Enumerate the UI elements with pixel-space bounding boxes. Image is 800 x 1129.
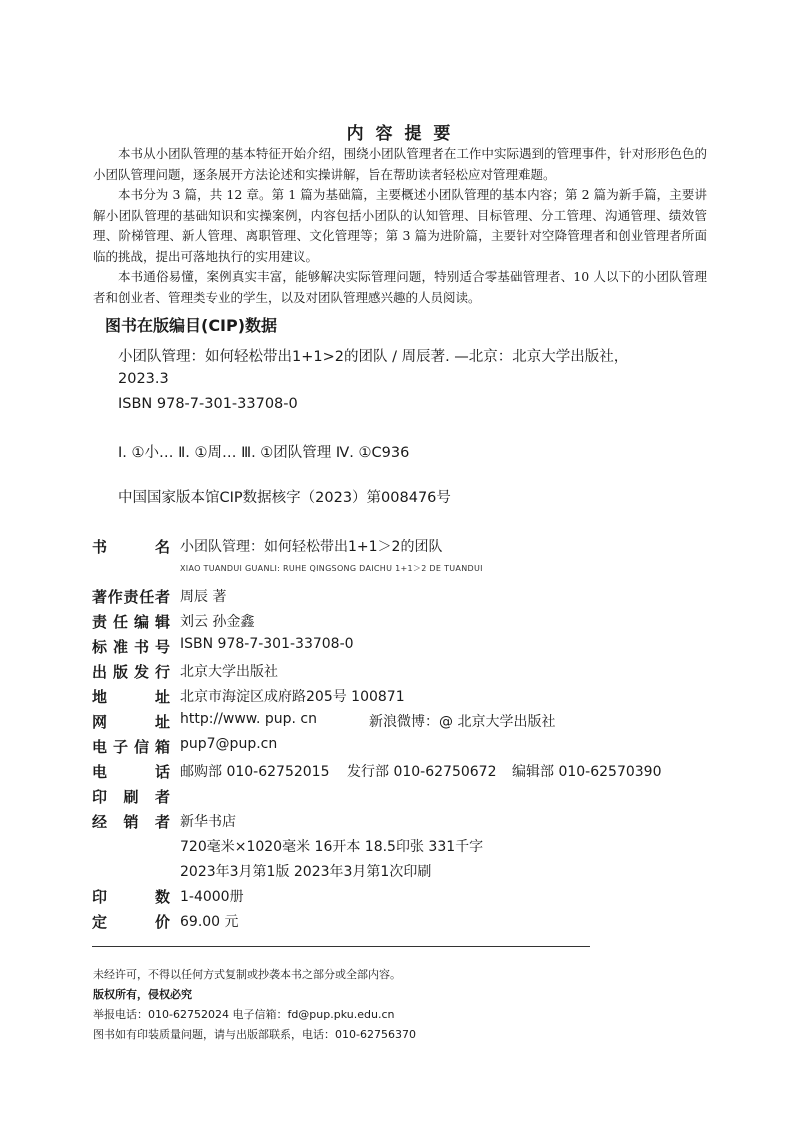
label-char: 作: [107, 588, 123, 606]
value-phone-mail-order: 邮购部 010-62752015: [180, 764, 330, 780]
label-editor: [92, 611, 170, 632]
cip-record-number: 中国国家版本馆CIP数据核字（2023）第008476号: [118, 490, 451, 506]
label-char: 出: [92, 663, 108, 681]
label-char: 销: [123, 813, 139, 831]
cip-date-line: 2023.3: [118, 371, 169, 387]
label-char: 任: [112, 613, 128, 631]
label-char: 书: [133, 638, 149, 656]
label-char: 子: [112, 738, 128, 756]
label-char: 责: [123, 588, 139, 606]
label-char: 编: [133, 613, 149, 631]
summary-paragraph-1: 本书从小团队管理的基本特征开始介绍，围绕小团队管理者在工作中实际遇到的管理事件，针对形形色色的小团队管理问题，逐条展开方法论述和实操讲解，旨在帮助读者轻松应对管理难题。: [93, 146, 707, 182]
label-website: [92, 711, 170, 732]
label-printer: [92, 786, 170, 807]
label-address: [92, 686, 170, 707]
label-char: 名: [154, 538, 170, 556]
value-book-name: 小团队管理：如何轻松带出1+1＞2的团队: [180, 539, 443, 555]
value-website: http://www. pup. cn: [180, 711, 317, 727]
footer-notice: 未经许可，不得以任何方式复制或抄袭本书之部分或全部内容。: [93, 968, 401, 981]
label-char: 任: [139, 588, 155, 606]
value-phone-editorial: 编辑部 010-62570390: [512, 764, 662, 780]
label-char: 行: [154, 663, 170, 681]
value-distributor: 新华书店: [180, 814, 236, 830]
summary-section: [93, 144, 707, 308]
label-char: 经: [92, 813, 108, 831]
cip-classification: Ⅰ. ①小… Ⅱ. ①周… Ⅲ. ①团队管理 Ⅳ. ①C936: [118, 445, 410, 461]
label-char: 发: [133, 663, 149, 681]
value-format: 720毫米×1020毫米 16开本 18.5印张 331千字: [180, 839, 484, 855]
footer-quality: 图书如有印装质量问题，请与出版部联系，电话：010-62756370: [93, 1028, 416, 1041]
value-address: 北京市海淀区成府路205号 100871: [180, 689, 405, 705]
label-char: 电: [92, 763, 108, 781]
cip-title-line: 小团队管理：如何轻松带出1+1>2的团队 / 周辰著. —北京：北京大学出版社，: [118, 349, 629, 365]
value-print-run: 1-4000册: [180, 889, 244, 905]
footer-divider: [92, 946, 590, 947]
label-char: 电: [92, 738, 108, 756]
label-author: [92, 586, 170, 607]
label-isbn: [92, 636, 170, 657]
label-char: 书: [92, 538, 108, 556]
footer-report: 举报电话：010-62752024 电子信箱：fd@pup.pku.edu.cn: [93, 1008, 395, 1021]
label-char: 定: [92, 913, 108, 931]
label-char: 责: [92, 613, 108, 631]
label-char: 者: [154, 813, 170, 831]
label-char: 标: [92, 638, 108, 656]
label-distributor: [92, 811, 170, 832]
summary-title: 内 容 提 要: [346, 124, 454, 144]
footer-rights: 版权所有，侵权必究: [93, 988, 192, 1001]
value-author: 周辰 著: [180, 589, 227, 605]
value-email: pup7@pup.cn: [180, 736, 278, 752]
label-char: 信: [133, 738, 149, 756]
label-price: [92, 911, 170, 932]
label-char: 者: [154, 788, 170, 806]
summary-paragraph-3: 本书通俗易懂，案例真实丰富，能够解决实际管理问题，特别适合零基础管理者、10 人以下的小团队管理者和创业者、管理类专业的学生，以及对团队管理感兴趣的人员阅读。: [93, 269, 707, 305]
cip-heading: 图书在版编目(CIP)数据: [105, 316, 278, 335]
value-isbn: ISBN 978-7-301-33708-0: [180, 636, 354, 652]
label-char: 址: [154, 688, 170, 706]
value-publisher: 北京大学出版社: [180, 664, 278, 680]
label-print-run: [92, 886, 170, 907]
value-price: 69.00 元: [180, 914, 239, 930]
label-char: 址: [154, 713, 170, 731]
value-edition: 2023年3月第1版 2023年3月第1次印刷: [180, 864, 432, 880]
label-char: 辑: [154, 613, 170, 631]
value-editor: 刘云 孙金鑫: [180, 614, 255, 630]
label-char: 印: [92, 888, 108, 906]
label-char: 著: [92, 588, 108, 606]
summary-paragraph-2: 本书分为 3 篇，共 12 章。第 1 篇为基础篇，主要概述小团队管理的基本内容；第 2 篇为新手篇，主要讲解小团队管理的基础知识和实操案例，内容包括小团队的认知管理、目标管理、分工管理、沟通管理、绩效管理、阶梯管理、新人管理、离职管理、文化管理等；第 3 篇为进阶篇，主要针对空降管理者和创业管理者所面临的挑战，提出可落地执行的实用建议。: [93, 187, 707, 264]
label-char: 地: [92, 688, 108, 706]
label-char: 号: [154, 638, 170, 656]
label-char: 数: [154, 888, 170, 906]
label-char: 准: [112, 638, 128, 656]
label-phone: [92, 761, 170, 782]
label-char: 者: [154, 588, 170, 606]
value-weibo: 新浪微博：@ 北京大学出版社: [369, 714, 556, 730]
label-char: 话: [154, 763, 170, 781]
label-char: 网: [92, 713, 108, 731]
label-char: 刷: [123, 788, 139, 806]
book-name-pinyin: XIAO TUANDUI GUANLI: RUHE QINGSONG DAICHU 1+1＞2 DE TUANDUI: [180, 564, 483, 573]
label-char: 箱: [154, 738, 170, 756]
label-char: 价: [154, 913, 170, 931]
label-email: [92, 736, 170, 757]
cip-isbn: ISBN 978-7-301-33708-0: [118, 396, 298, 412]
label-book-name: [92, 536, 170, 557]
label-publisher: [92, 661, 170, 682]
label-char: 版: [112, 663, 128, 681]
value-phone-distribution: 发行部 010-62750672: [347, 764, 497, 780]
label-char: 印: [92, 788, 108, 806]
